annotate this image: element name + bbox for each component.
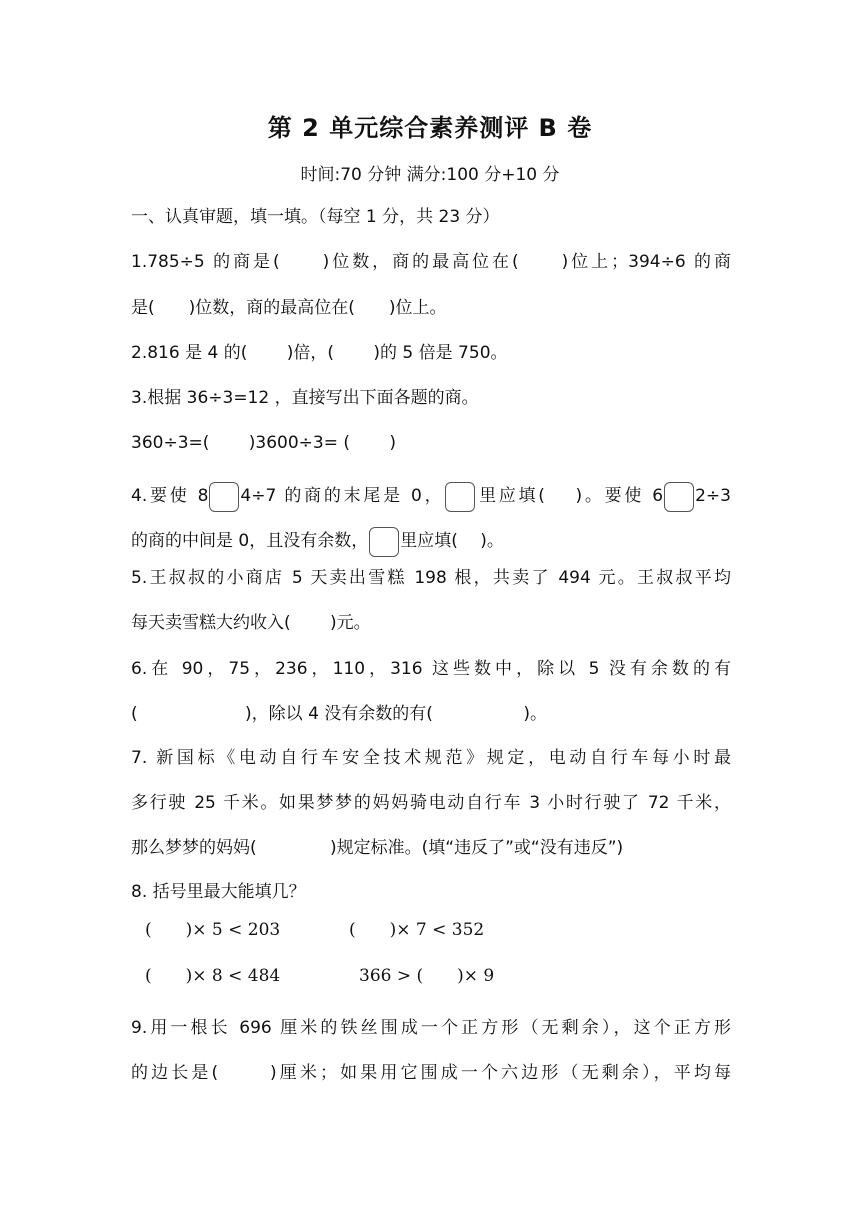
question-2: 2.816 是 4 的( )倍，( )的 5 倍是 750。 bbox=[131, 343, 508, 363]
question-1-line-2: 是( )位数，商的最高位在( )位上。 bbox=[131, 298, 447, 318]
blank-box-icon bbox=[209, 482, 239, 512]
question-4-text-b: 4÷7 的商的末尾是 0， bbox=[240, 486, 445, 506]
question-4-text-f: 里应填( )。 bbox=[400, 531, 504, 551]
exam-info: 时间:70 分钟 满分:100 分+10 分 bbox=[300, 165, 560, 185]
question-4-text-e: 的商的中间是 0，且没有余数， bbox=[131, 531, 369, 551]
page-title: 第 2 单元综合素养测评 B 卷 bbox=[267, 114, 593, 142]
question-4-line-2 bbox=[131, 527, 731, 557]
question-7-line-2: 多行驶 25 千米。如果梦梦的妈妈骑电动自行车 3 小时行驶了 72 千米， bbox=[131, 793, 731, 813]
question-7-line-3: 那么梦梦的妈妈( )规定标准。(填“违反了”或“没有违反”) bbox=[131, 838, 624, 858]
question-3-line-2: 360÷3=( )3600÷3= ( ) bbox=[131, 433, 397, 453]
question-8-expr-4: 366 > ( )× 9 bbox=[359, 966, 495, 986]
question-3-line-1: 3.根据 36÷3=12 ，直接写出下面各题的商。 bbox=[131, 388, 479, 408]
question-4-text-c: 里应填( )。要使 6 bbox=[476, 486, 664, 506]
question-5-line-2: 每天卖雪糕大约收入( )元。 bbox=[131, 613, 371, 633]
question-4-text-d: 2÷3 bbox=[695, 486, 731, 506]
question-8-heading: 8. 括号里最大能填几？ bbox=[131, 882, 306, 902]
blank-box-icon bbox=[445, 482, 475, 512]
question-6-line-2: ( )，除以 4 没有余数的有( )。 bbox=[131, 704, 547, 724]
blank-box-icon bbox=[369, 527, 399, 557]
question-5-line-1: 5.王叔叔的小商店 5 天卖出雪糕 198 根，共卖了 494 元。王叔叔平均 bbox=[131, 568, 731, 588]
question-4-text-a: 4.要使 8 bbox=[131, 486, 209, 506]
question-9-line-2: 的边长是( )厘米；如果用它围成一个六边形（无剩余），平均每 bbox=[131, 1063, 731, 1083]
section-heading: 一、认真审题，填一填。（每空 1 分，共 23 分） bbox=[131, 207, 500, 227]
question-9-line-1: 9.用一根长 696 厘米的铁丝围成一个正方形（无剩余），这个正方形 bbox=[131, 1018, 731, 1038]
question-6-line-1: 6.在 90，75，236，110，316 这些数中，除以 5 没有余数的有 bbox=[131, 659, 731, 679]
question-8-expr-2: ( )× 7 < 352 bbox=[349, 920, 485, 940]
question-7-line-1: 7. 新国标《电动自行车安全技术规范》规定，电动自行车每小时最 bbox=[131, 748, 731, 768]
question-8-expr-1: ( )× 5 < 203 bbox=[145, 920, 281, 940]
question-4-line-1 bbox=[131, 482, 731, 512]
blank-box-icon bbox=[664, 482, 694, 512]
question-1-line-1: 1.785÷5 的商是( )位数，商的最高位在( )位上；394÷6 的商 bbox=[131, 252, 731, 272]
question-8-expr-3: ( )× 8 < 484 bbox=[145, 966, 281, 986]
